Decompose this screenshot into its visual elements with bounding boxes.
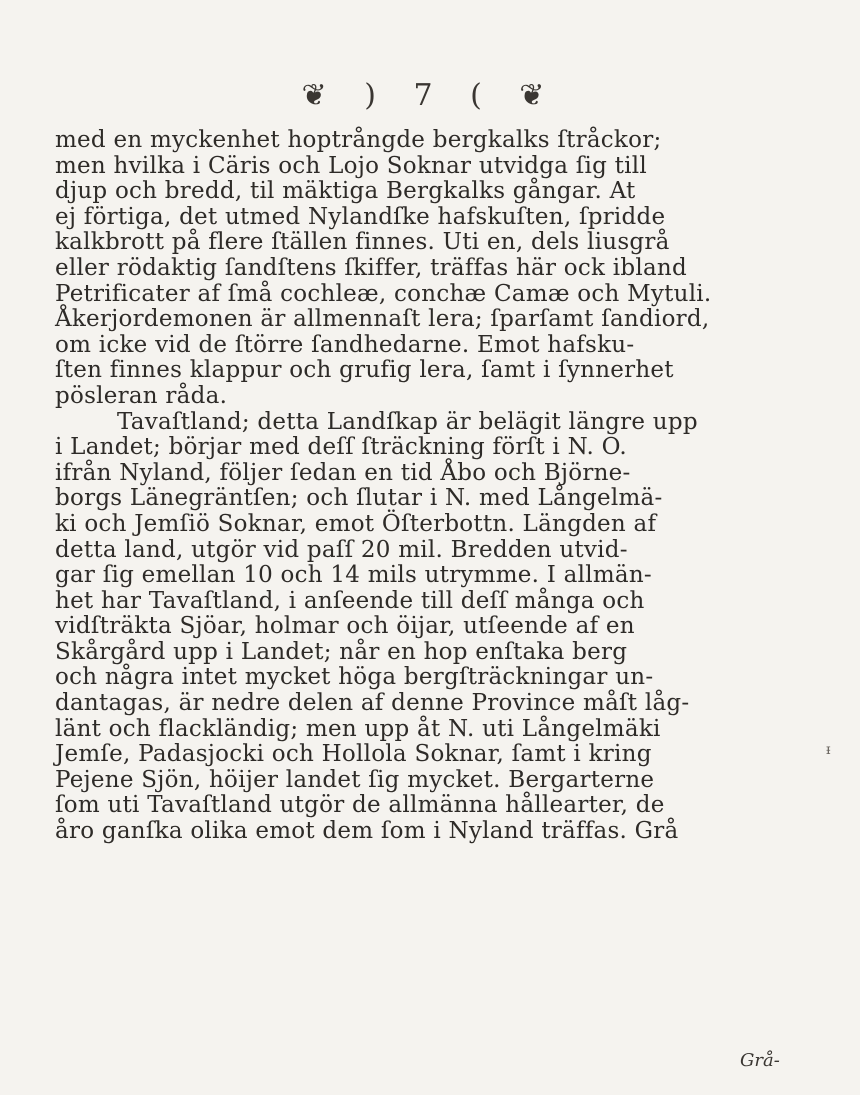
text-line: borgs Länegräntſen; och ſlutar i N. med Långelmä- <box>55 485 663 512</box>
text-line: ej förtiga, det utmed Nylandſke hafskuſten, ſpridde <box>55 203 666 230</box>
text-line: ſten finnes klappur och grufig lera, ſamt i ſynnerhet <box>55 357 674 384</box>
text-line: eller rödaktig ſandſtens ſkiffer, träffas här ock ibland <box>55 254 687 281</box>
page-body-text <box>55 128 815 845</box>
text-line: med en myckenhet hoptrångde bergkalks ſtråckor; <box>55 127 662 153</box>
text-line: djup och bredd, til mäktiga Bergkalks gångar. At <box>55 178 636 205</box>
paragraph-start-line: Tavaſtland; detta Landſkap är belägit längre upp <box>117 408 698 435</box>
text-line: men hvilka i Cäris och Lojo Soknar utvidga ſig till <box>55 152 647 179</box>
text-line: Åkerjordemonen är allmennaſt lera; ſparſamt ſandiord, <box>55 306 710 333</box>
text-line: ki och Jemſiö Soknar, emot Öſterbottn. Längden af <box>55 510 657 537</box>
text-line: åro ganſka olika emot dem ſom i Nyland träffas. Grå <box>55 818 679 845</box>
text-line: länt och flackländig; men upp åt N. uti Långelmäki <box>55 715 661 742</box>
text-line: ſom uti Tavaſtland utgör de allmänna hållearter, de <box>55 792 665 819</box>
text-line: Petrificater af ſmå cochleæ, conchæ Camæ och Mytuli. <box>55 280 712 307</box>
text-line: vidſträkta Sjöar, holmar och öijar, utſeende af en <box>55 613 635 640</box>
text-line: Pejene Sjön, höijer landet ſig mycket. Bergarterne <box>55 766 655 793</box>
text-line: gar ſig emellan 10 och 14 mils utrymme. I allmän- <box>55 562 652 589</box>
text-line: om icke vid de ſtörre ſandhedarne. Emot hafsku- <box>55 331 635 358</box>
text-line: detta land, utgör vid paſſ 20 mil. Bredden utvid- <box>55 536 628 563</box>
text-line: i Landet; börjar med deſſ ſträckning förſt i N. O. <box>55 434 627 461</box>
text-line: kalkbrott på flere ſtällen finnes. Uti en, dels liusgrå <box>55 229 670 256</box>
text-line: pösleran råda. <box>55 382 228 409</box>
page-header: ❦ ) 7 ( ❦ <box>301 78 559 113</box>
text-line: het har Tavaſtland, i anſeende till deſſ många och <box>55 587 645 614</box>
text-line: ifrån Nyland, följer ſedan en tid Åbo och Björne- <box>55 459 631 486</box>
margin-mark: ᵻ <box>826 742 831 758</box>
catchword: Grå- <box>740 1050 780 1071</box>
text-line: dantagas, är nedre delen af denne Province måſt låg- <box>55 690 690 717</box>
text-line: Jemſe, Padasjocki och Hollola Soknar, ſamt i kring <box>55 741 652 768</box>
text-line: Skårgård upp i Landet; når en hop enſtaka berg <box>55 638 628 665</box>
text-line: och några intet mycket höga bergſträckningar un- <box>55 664 654 691</box>
